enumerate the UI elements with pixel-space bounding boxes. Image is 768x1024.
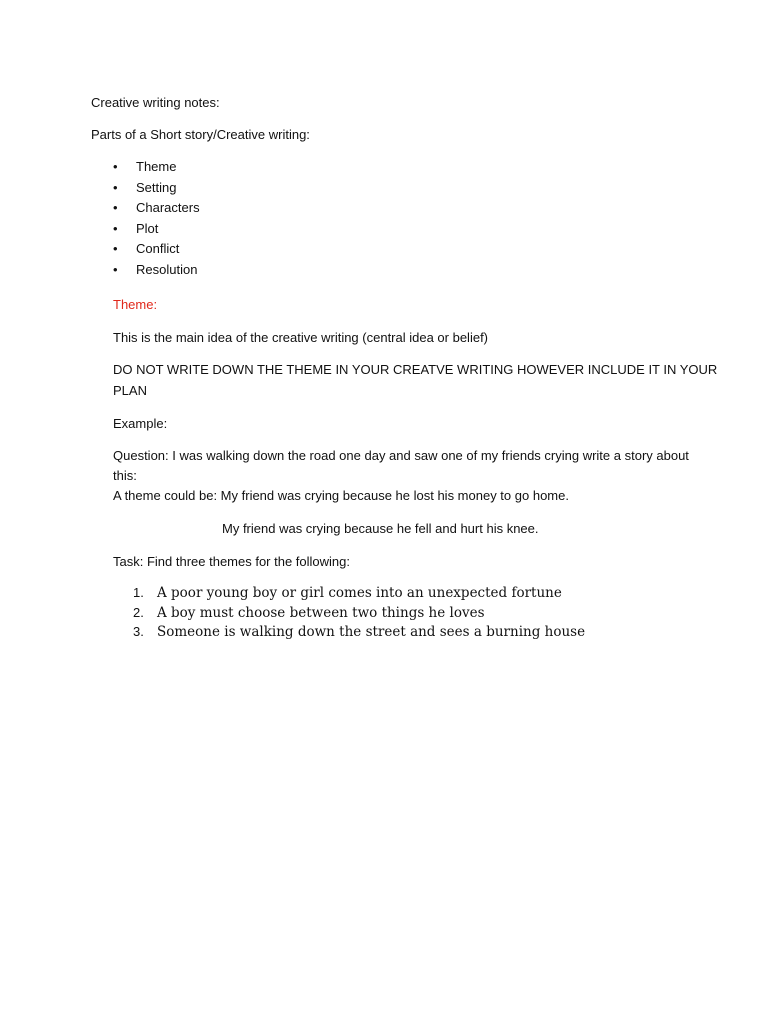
question-line-1: Question: I was walking down the road one day and saw one of my friends crying write a story about — [113, 448, 689, 463]
question-line-2: this: — [113, 468, 137, 483]
bullet-icon: • — [113, 261, 118, 277]
example-label: Example: — [113, 416, 168, 431]
theme-example-2: My friend was crying because he fell and hurt his knee. — [222, 521, 539, 536]
list-item-label: Conflict — [136, 241, 180, 257]
bullet-icon: • — [113, 241, 118, 257]
list-item-label: Resolution — [136, 261, 198, 277]
theme-heading: Theme: — [113, 297, 158, 312]
list-item-label: Theme — [136, 159, 177, 174]
theme-definition: This is the main idea of the creative writing (central idea or belief) — [113, 330, 489, 345]
list-item-label: Setting — [136, 179, 177, 195]
bullet-icon: • — [113, 220, 118, 236]
task-line: Task: Find three themes for the following: — [113, 554, 351, 569]
bullet-icon: • — [113, 179, 118, 195]
warning-line-1: DO NOT WRITE DOWN THE THEME IN YOUR CREATVE WRITING HOWEVER INCLUDE IT IN YOUR — [113, 362, 718, 377]
list-item-label: Characters — [136, 200, 200, 216]
task-text: A poor young boy or girl comes into an unexpected fortune — [157, 585, 562, 601]
list-number: 1. — [133, 585, 144, 600]
task-text: A boy must choose between two things he loves — [157, 604, 485, 621]
bullet-icon: • — [113, 159, 118, 174]
task-text: Someone is walking down the street and sees a burning house — [157, 624, 586, 640]
list-number: 3. — [133, 624, 144, 639]
bullet-icon: • — [113, 200, 118, 216]
list-number: 2. — [133, 604, 144, 620]
document-title: Creative writing notes: — [91, 95, 220, 110]
parts-heading: Parts of a Short story/Creative writing: — [91, 127, 310, 142]
warning-line-2: PLAN — [113, 383, 147, 398]
list-item-label: Plot — [136, 220, 159, 236]
theme-example-1: A theme could be: My friend was crying because he lost his money to go home. — [113, 488, 569, 503]
